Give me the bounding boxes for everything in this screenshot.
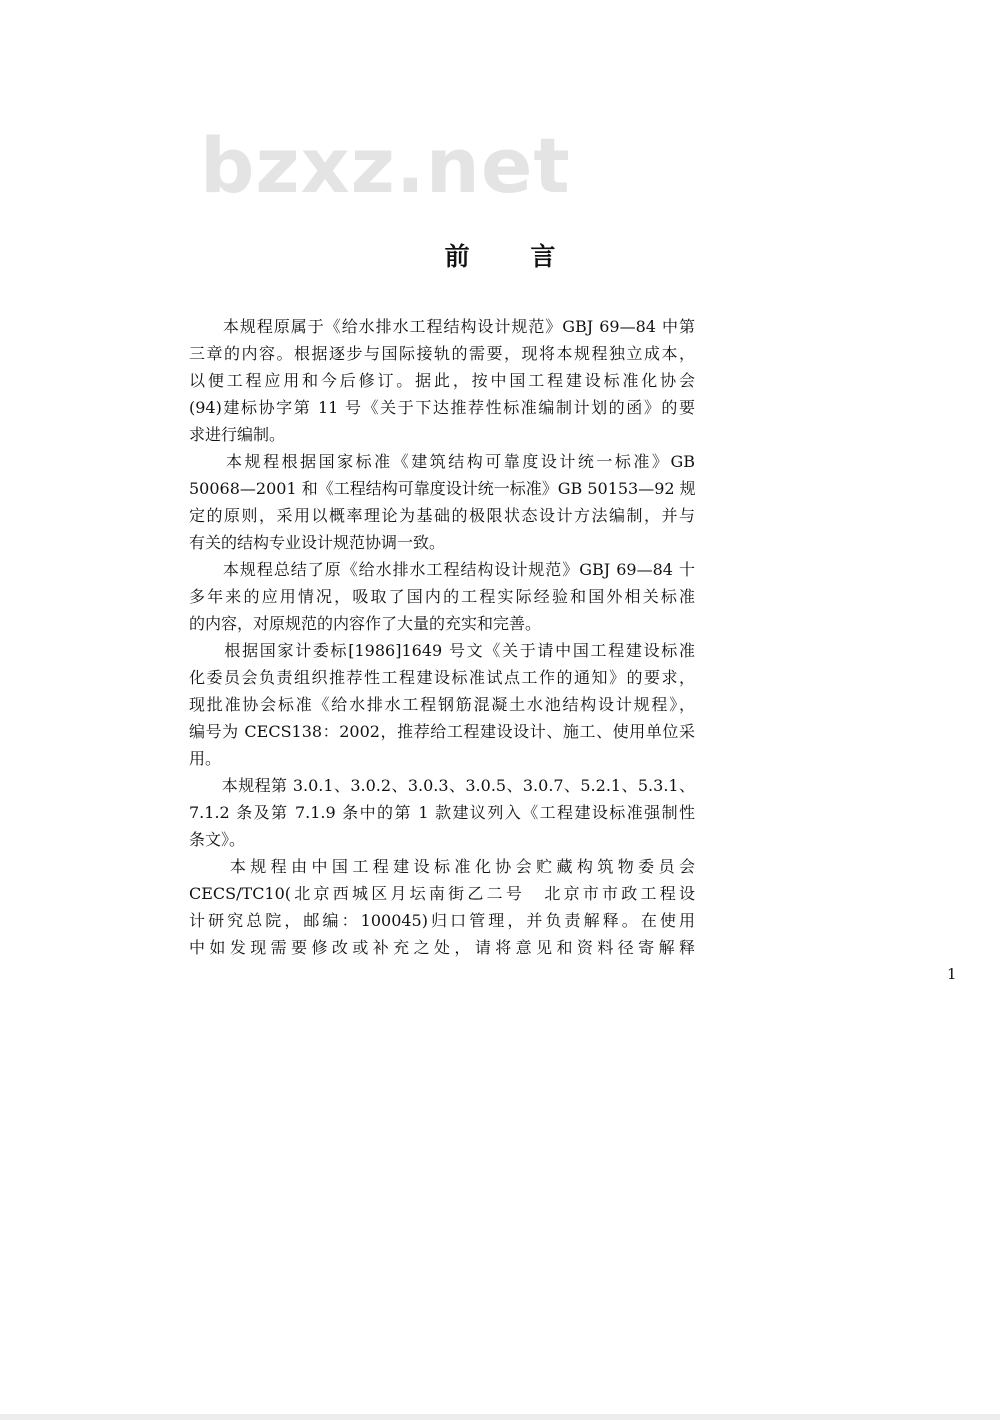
paragraph-line: 7.1.2 条及第 7.1.9 条中的第 1 款建议列入《工程建设标准强制性: [189, 803, 695, 822]
paragraph-line: 计研究总院，邮编：100045)归口管理，并负责解释。在使用: [189, 911, 695, 930]
paragraph-line: 化委员会负责组织推荐性工程建设标准试点工作的通知》的要求，: [189, 668, 695, 687]
paragraph-line: 定的原则，采用以概率理论为基础的极限状态设计方法编制，并与: [189, 506, 695, 525]
paragraph-line: 有关的结构专业设计规范协调一致。: [189, 533, 446, 552]
paragraph-line: 求进行编制。: [189, 425, 286, 444]
paragraph-line: 本规程根据国家标准《建筑结构可靠度设计统一标准》GB: [189, 452, 695, 471]
paragraph-line: 编号为 CECS138：2002，推荐给工程建设设计、施工、使用单位采: [189, 722, 695, 741]
preface-body: [189, 313, 695, 961]
paragraph-line: 中如发现需要修改或补充之处，请将意见和资料径寄解释: [189, 938, 695, 957]
paragraph-line: 50068—2001 和《工程结构可靠度设计统一标准》GB 50153—92 规: [189, 479, 696, 498]
preface-paragraph: [189, 853, 695, 961]
paragraph-line: 本规程原属于《给水排水工程结构设计规范》GBJ 69—84 中第: [189, 317, 695, 336]
paragraph-line: 的内容，对原规范的内容作了大量的充实和完善。: [189, 614, 542, 633]
paragraph-line: 用。: [189, 749, 222, 768]
paragraph-line: 本规程第 3.0.1、3.0.2、3.0.3、3.0.5、3.0.7、5.2.1、5.3.1、: [189, 776, 695, 795]
preface-paragraph: [189, 556, 695, 637]
paragraph-line: 根据国家计委标[1986]1649 号文《关于请中国工程建设标准: [189, 641, 695, 660]
paragraph-line: 现批准协会标准《给水排水工程钢筋混凝土水池结构设计规程》，: [189, 695, 695, 714]
paragraph-line: 多年来的应用情况，吸取了国内的工程实际经验和国外相关标准: [189, 587, 695, 606]
paragraph-line: 本规程总结了原《给水排水工程结构设计规范》GBJ 69—84 十: [189, 560, 695, 579]
paragraph-line: 本规程由中国工程建设标准化协会贮藏构筑物委员会: [189, 857, 695, 876]
paragraph-line: 条文》。: [189, 830, 246, 849]
page-bottom-edge: [0, 1414, 1000, 1420]
watermark: bzxz.net: [200, 121, 571, 210]
page-title: 前 言: [444, 242, 582, 271]
paragraph-line: 三章的内容。根据逐步与国际接轨的需要，现将本规程独立成本，: [189, 344, 695, 363]
paragraph-line: 以便工程应用和今后修订。据此，按中国工程建设标准化协会: [189, 371, 695, 390]
page-number: 1: [947, 965, 957, 983]
preface-paragraph: [189, 313, 695, 448]
paragraph-line: CECS/TC10(北京西城区月坛南街乙二号 北京市市政工程设: [189, 884, 695, 903]
preface-paragraph: [189, 772, 695, 853]
preface-paragraph: [189, 637, 695, 772]
preface-paragraph: [189, 448, 695, 556]
paragraph-line: (94)建标协字第 11 号《关于下达推荐性标准编制计划的函》的要: [189, 398, 695, 417]
